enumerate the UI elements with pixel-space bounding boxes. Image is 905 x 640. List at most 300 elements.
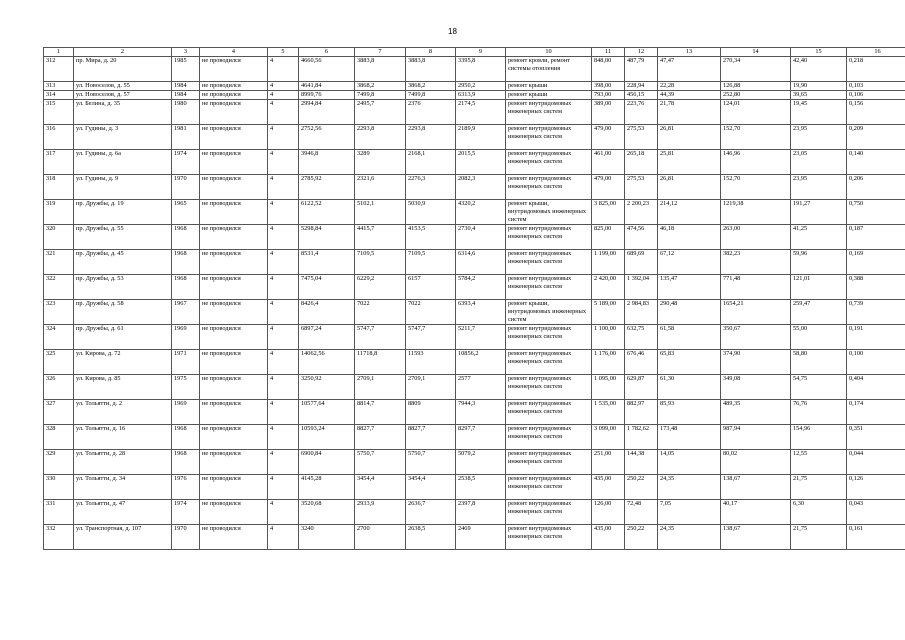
table-cell: 479,00 [592,125,625,150]
table-cell: 0,404 [847,375,905,400]
table-cell: 46,18 [658,225,721,250]
table-cell: 3883,8 [355,57,406,82]
table-cell: пр. Дружбы, д. 19 [74,200,172,225]
table-cell: 0,209 [847,125,905,150]
table-cell: 1968 [172,275,200,300]
table-cell: 0,351 [847,425,905,450]
column-header: 10 [506,48,592,57]
table-cell: 325 [44,350,74,375]
table-cell: 2752,56 [299,125,355,150]
table-cell: 3 825,00 [592,200,625,225]
table-cell: 1967 [172,300,200,325]
table-cell: 2015,5 [456,150,506,175]
table-cell: 1974 [172,500,200,525]
table-cell: ремонт внутридомовых инженерных систем [506,125,592,150]
table-cell: 252,80 [721,91,791,100]
table-cell: 80,02 [721,450,791,475]
table-cell: 329 [44,450,74,475]
table-cell: 6229,2 [355,275,406,300]
table-cell: 326 [44,375,74,400]
table-cell: 331 [44,500,74,525]
table-cell: 3454,4 [406,475,456,500]
column-header: 3 [172,48,200,57]
column-header: 11 [592,48,625,57]
table-cell: 3520,68 [299,500,355,525]
table-cell: 314 [44,91,74,100]
table-cell: 5102,1 [355,200,406,225]
table-cell: 2276,3 [406,175,456,200]
table-cell: не проводился [200,250,268,275]
table-cell: 4 [268,125,299,150]
table-cell: 265,18 [625,150,658,175]
table-cell: 4660,56 [299,57,355,82]
table-row [44,325,905,350]
table-cell: 4 [268,525,299,550]
table-cell: 138,67 [721,525,791,550]
table-cell: 47,47 [658,57,721,82]
table-cell: 2189,9 [456,125,506,150]
table-cell: 4 [268,250,299,275]
table-cell: 5747,7 [355,325,406,350]
table-cell: 6122,52 [299,200,355,225]
table-cell: 4 [268,350,299,375]
column-header: 1 [44,48,74,57]
table-cell: 4 [268,150,299,175]
table-cell: 2469 [456,525,506,550]
column-header: 16 [847,48,905,57]
table-cell: 24,35 [658,525,721,550]
table-cell: 6393,4 [456,300,506,325]
table-cell: 3 099,00 [592,425,625,450]
table-cell: 1985 [172,57,200,82]
table-row [44,525,905,550]
table-cell: 1965 [172,200,200,225]
table-row [44,150,905,175]
table-cell: 1 176,00 [592,350,625,375]
table-cell: пр. Мира, д. 20 [74,57,172,82]
column-header: 12 [625,48,658,57]
table-cell: не проводился [200,425,268,450]
table-cell: не проводился [200,400,268,425]
table-cell: 0,187 [847,225,905,250]
table-cell: 321 [44,250,74,275]
table-cell: 0,206 [847,175,905,200]
table-cell: 8531,4 [299,250,355,275]
table-cell: не проводился [200,350,268,375]
column-number-row [44,48,905,57]
table-cell: 632,75 [625,325,658,350]
table-cell: 6,30 [791,500,847,525]
table-cell: 1984 [172,91,200,100]
table-cell: 0,161 [847,525,905,550]
table-cell: 14062,56 [299,350,355,375]
table-cell: 5211,7 [456,325,506,350]
table-cell: 228,94 [625,82,658,91]
table-cell: 0,169 [847,250,905,275]
table-cell: не проводился [200,275,268,300]
table-cell: 4 [268,175,299,200]
table-cell: 1 095,00 [592,375,625,400]
table-cell: 0,218 [847,57,905,82]
table-cell: 11593 [406,350,456,375]
table-cell: 322 [44,275,74,300]
table-cell: ремонт внутридомовых инженерных систем [506,375,592,400]
table-cell: 1971 [172,350,200,375]
table-cell: 126,00 [592,500,625,525]
table-cell: ул. Гудины, д. 9 [74,175,172,200]
table-cell: 5747,7 [406,325,456,350]
table-cell: 2700 [355,525,406,550]
repair-register-table [43,47,905,550]
table-row [44,175,905,200]
table-cell: 2636,7 [406,500,456,525]
table-cell: 629,87 [625,375,658,400]
table-cell: 324 [44,325,74,350]
table-cell: пр. Дружбы, д. 55 [74,225,172,250]
table-cell: 771,48 [721,275,791,300]
table-cell: 4 [268,200,299,225]
table-cell: 2 200,23 [625,200,658,225]
table-row [44,500,905,525]
table-cell: 2293,8 [355,125,406,150]
table-cell: 1 100,00 [592,325,625,350]
table-cell: 23,95 [791,125,847,150]
table-cell: 42,40 [791,57,847,82]
table-cell: ремонт внутридомовых инженерных систем [506,450,592,475]
table-cell: 2577 [456,375,506,400]
table-cell: 5030,9 [406,200,456,225]
table-cell: ул. Гудины, д. 6а [74,150,172,175]
table-cell: 259,47 [791,300,847,325]
table-cell: 316 [44,125,74,150]
table-cell: 317 [44,150,74,175]
table-cell: ул. Новоселов, д. 57 [74,91,172,100]
table-cell: 10593,24 [299,425,355,450]
table-cell: 4 [268,475,299,500]
table-cell: 4145,28 [299,475,355,500]
table-cell: 2785,92 [299,175,355,200]
table-row [44,450,905,475]
table-cell: ул. Кирова, д. 72 [74,350,172,375]
table-cell: 126,88 [721,82,791,91]
table-cell: 6157 [406,275,456,300]
table-cell: 21,75 [791,525,847,550]
table-cell: 3289 [355,150,406,175]
table-cell: 2376 [406,100,456,125]
table-cell: 318 [44,175,74,200]
table-cell: 4641,84 [299,82,355,91]
table-cell: 2638,5 [406,525,456,550]
table-cell: пр. Дружбы, д. 58 [74,300,172,325]
page-number: 18 [448,27,457,36]
table-cell: 8827,7 [406,425,456,450]
table-cell: ремонт внутридомовых инженерных систем [506,150,592,175]
table-cell: 6897,24 [299,325,355,350]
table-cell: не проводился [200,475,268,500]
table-cell: 487,79 [625,57,658,82]
table-cell: ремонт внутридомовых инженерных систем [506,350,592,375]
table-cell: 5750,7 [355,450,406,475]
table-cell: 7022 [406,300,456,325]
table-cell: 1654,21 [721,300,791,325]
table-cell: 10856,2 [456,350,506,375]
table-cell: 146,96 [721,150,791,175]
table-cell: не проводился [200,225,268,250]
table-cell: 4 [268,500,299,525]
table-cell: 7499,8 [406,91,456,100]
table-cell: 6314,6 [456,250,506,275]
table-cell: ремонт крыши [506,82,592,91]
table-cell: не проводился [200,100,268,125]
table-cell: 4 [268,91,299,100]
table-row [44,475,905,500]
column-header: 8 [406,48,456,57]
table-cell: 270,34 [721,57,791,82]
table-cell: 11718,8 [355,350,406,375]
table-cell: ремонт внутридомовых инженерных систем [506,525,592,550]
table-cell: 275,53 [625,125,658,150]
table-cell: 0,174 [847,400,905,425]
table-cell: 0,103 [847,82,905,91]
table-cell: 263,00 [721,225,791,250]
table-cell: 4 [268,225,299,250]
table-cell: 1969 [172,400,200,425]
table-cell: 250,22 [625,475,658,500]
table-cell: не проводился [200,300,268,325]
table-cell: ул. Белина, д. 35 [74,100,172,125]
table-cell: 3250,92 [299,375,355,400]
table-cell: ремонт внутридомовых инженерных систем [506,100,592,125]
table-cell: 882,97 [625,400,658,425]
table-cell: 825,00 [592,225,625,250]
table-cell: 26,81 [658,175,721,200]
table-cell: 1974 [172,150,200,175]
table-cell: 72,48 [625,500,658,525]
table-cell: 4 [268,300,299,325]
table-cell: 1968 [172,425,200,450]
table-cell: 61,58 [658,325,721,350]
table-cell: 8827,7 [355,425,406,450]
table-row [44,225,905,250]
table-cell: 2933,9 [355,500,406,525]
table-cell: 0,750 [847,200,905,225]
table-cell: ремонт внутридомовых инженерных систем [506,225,592,250]
table-cell: 8297,7 [456,425,506,450]
table-cell: 65,83 [658,350,721,375]
table-cell: 2174,5 [456,100,506,125]
table-cell: 2293,8 [406,125,456,150]
table-cell: ремонт внутридомовых инженерных систем [506,400,592,425]
table-cell: 2709,1 [355,375,406,400]
table-cell: 374,90 [721,350,791,375]
table-cell: 23,95 [791,175,847,200]
table-cell: 41,25 [791,225,847,250]
table-cell: ремонт кровли, ремонт системы отопления [506,57,592,82]
table-cell: пр. Дружбы, д. 45 [74,250,172,275]
table-cell: 154,96 [791,425,847,450]
table-cell: 313 [44,82,74,91]
table-cell: 173,48 [658,425,721,450]
table-cell: 0,388 [847,275,905,300]
table-cell: ул. Тольятти, д. 28 [74,450,172,475]
table-cell: 1981 [172,125,200,150]
table-cell: 14,05 [658,450,721,475]
table-row [44,250,905,275]
table-cell: 1969 [172,325,200,350]
column-header: 9 [456,48,506,57]
table-cell: 7475,04 [299,275,355,300]
table-cell: 61,30 [658,375,721,400]
table-cell: не проводился [200,150,268,175]
table-row [44,82,905,91]
table-cell: 2082,3 [456,175,506,200]
table-cell: ремонт внутридомовых инженерных систем [506,175,592,200]
table-cell: 3868,2 [355,82,406,91]
table-cell: ремонт внутридомовых инженерных систем [506,425,592,450]
table-row [44,100,905,125]
table-cell: 12,55 [791,450,847,475]
table-cell: 0,156 [847,100,905,125]
table-cell: 0,140 [847,150,905,175]
table-cell: 987,94 [721,425,791,450]
table-cell: ул. Новоселов, д. 55 [74,82,172,91]
table-cell: 76,76 [791,400,847,425]
table-cell: 5079,2 [456,450,506,475]
table-cell: 214,12 [658,200,721,225]
table-cell: 1 782,62 [625,425,658,450]
table-cell: не проводился [200,450,268,475]
table-cell: 58,80 [791,350,847,375]
table-cell: 689,69 [625,250,658,275]
table-row [44,57,905,82]
table-cell: 848,00 [592,57,625,82]
table-cell: не проводился [200,200,268,225]
table-cell: 474,56 [625,225,658,250]
table-cell: 5784,2 [456,275,506,300]
table-cell: 435,00 [592,525,625,550]
table-cell: 389,00 [592,100,625,125]
table-cell: 290,48 [658,300,721,325]
table-cell: 152,70 [721,175,791,200]
table-cell: 1968 [172,250,200,275]
table-cell: 7499,8 [355,91,406,100]
table-cell: 19,90 [791,82,847,91]
table-row [44,425,905,450]
table-row [44,400,905,425]
table-cell: 7109,5 [406,250,456,275]
table-cell: 24,35 [658,475,721,500]
table-cell: 4 [268,325,299,350]
table-cell: 5750,7 [406,450,456,475]
table-cell: 23,05 [791,150,847,175]
table-cell: 2168,1 [406,150,456,175]
table-cell: не проводился [200,325,268,350]
table-cell: ремонт крыши, внутридомовых инженерных систем [506,300,592,325]
table-cell: 3395,8 [456,57,506,82]
table-cell: 21,75 [791,475,847,500]
table-cell: 6313,9 [456,91,506,100]
table-cell: 3240 [299,525,355,550]
table-row [44,300,905,325]
table-cell: 479,00 [592,175,625,200]
table-cell: ул. Тольятти, д. 47 [74,500,172,525]
column-header: 13 [658,48,721,57]
table-cell: 461,00 [592,150,625,175]
table-cell: 0,739 [847,300,905,325]
table-cell: 435,00 [592,475,625,500]
table-cell: 7944,3 [456,400,506,425]
table-cell: пр. Дружбы, д. 61 [74,325,172,350]
column-header: 7 [355,48,406,57]
table-cell: 4320,2 [456,200,506,225]
table-cell: 0,100 [847,350,905,375]
table-cell: 44,39 [658,91,721,100]
table-cell: 4 [268,425,299,450]
table-cell: 26,81 [658,125,721,150]
table-cell: 4153,5 [406,225,456,250]
column-header: 5 [268,48,299,57]
table-cell: 5 189,00 [592,300,625,325]
table-cell: 22,28 [658,82,721,91]
table-cell: 152,70 [721,125,791,150]
table-cell: 135,47 [658,275,721,300]
table-cell: 1 199,00 [592,250,625,275]
table-cell: 1980 [172,100,200,125]
table-cell: 8809 [406,400,456,425]
table-cell: 19,45 [791,100,847,125]
table-cell: 223,76 [625,100,658,125]
table-cell: 4415,7 [355,225,406,250]
table-cell: 1970 [172,175,200,200]
table-cell: не проводился [200,82,268,91]
table-cell: 382,23 [721,250,791,275]
table-cell: 1984 [172,82,200,91]
table-cell: 5298,84 [299,225,355,250]
column-header: 4 [200,48,268,57]
table-cell: ул. Транспортная, д. 107 [74,525,172,550]
table-cell: 328 [44,425,74,450]
table-cell: 489,35 [721,400,791,425]
table-cell: 2950,2 [456,82,506,91]
table-cell: 4 [268,275,299,300]
table-cell: ремонт внутридомовых инженерных систем [506,475,592,500]
column-header: 14 [721,48,791,57]
table-cell: 0,044 [847,450,905,475]
table-cell: ул. Тольятти, д. 2 [74,400,172,425]
table-cell: 1968 [172,450,200,475]
table-cell: 2 984,83 [625,300,658,325]
table-cell: 4 [268,375,299,400]
table-cell: 3454,4 [355,475,406,500]
table-cell: 1 535,00 [592,400,625,425]
table-cell: ремонт внутридомовых инженерных систем [506,275,592,300]
table-cell: 319 [44,200,74,225]
table-cell: 1 392,04 [625,275,658,300]
table-cell: ул. Кирова, д. 85 [74,375,172,400]
table-row [44,200,905,225]
table-cell: 0,106 [847,91,905,100]
table-cell: 138,67 [721,475,791,500]
table-cell: 85,93 [658,400,721,425]
table-cell: ремонт внутридомовых инженерных систем [506,500,592,525]
table-cell: 4 [268,82,299,91]
table-cell: 320 [44,225,74,250]
table-cell: 54,75 [791,375,847,400]
table-cell: 4 [268,57,299,82]
table-cell: 2321,6 [355,175,406,200]
table-cell: 398,00 [592,82,625,91]
table-cell: ул. Тольятти, д. 34 [74,475,172,500]
